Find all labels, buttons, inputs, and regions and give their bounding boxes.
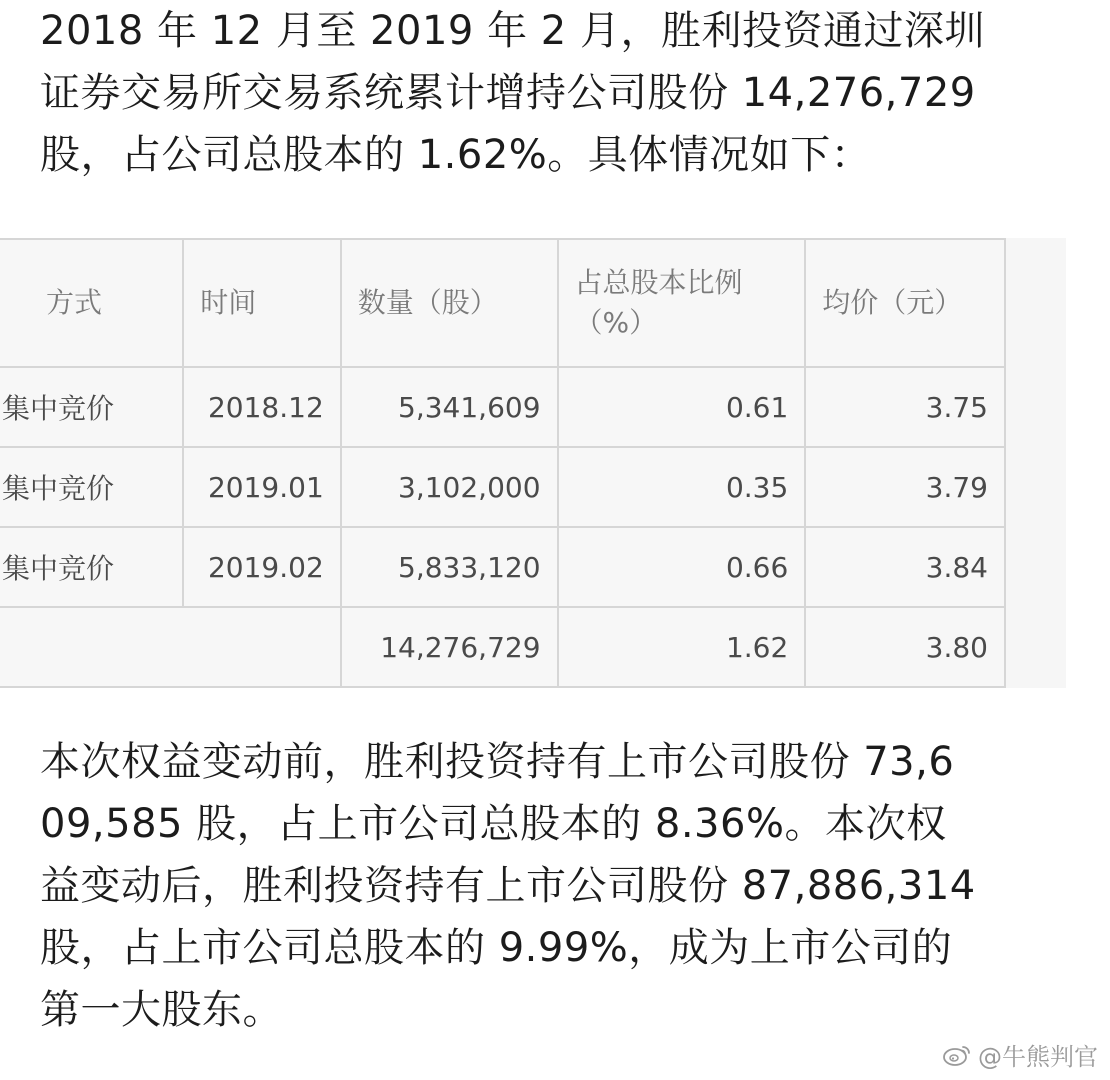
cell-method: 集中竞价 bbox=[0, 447, 183, 527]
watermark-text: @牛熊判官 bbox=[978, 1043, 1098, 1071]
cell-price: 3.75 bbox=[805, 367, 1005, 447]
cell-total-label bbox=[0, 607, 341, 687]
cell-total-ratio: 1.62 bbox=[558, 607, 806, 687]
cell-ratio: 0.66 bbox=[558, 527, 806, 607]
cell-ratio: 0.61 bbox=[558, 367, 806, 447]
header-time: 时间 bbox=[183, 239, 341, 367]
outro-paragraph bbox=[40, 731, 1080, 1041]
table-row bbox=[0, 367, 1005, 447]
cell-quantity: 5,341,609 bbox=[341, 367, 558, 447]
outro-line: 益变动后，胜利投资持有上市公司股份 87,886,314 bbox=[40, 863, 976, 909]
cell-time: 2018.12 bbox=[183, 367, 341, 447]
header-method: 方式 bbox=[0, 239, 183, 367]
outro-line: 09,585 股，占上市公司总股本的 8.36%。本次权 bbox=[40, 801, 947, 847]
outro-line: 第一大股东。 bbox=[40, 987, 283, 1033]
table-header-row bbox=[0, 239, 1005, 367]
cell-method: 集中竞价 bbox=[0, 527, 183, 607]
header-ratio bbox=[558, 239, 806, 367]
cell-time: 2019.01 bbox=[183, 447, 341, 527]
intro-line: 股，占公司总股本的 1.62%。具体情况如下： bbox=[40, 132, 872, 178]
holdings-table-container bbox=[2, 238, 1066, 688]
cell-time: 2019.02 bbox=[183, 527, 341, 607]
weibo-icon bbox=[942, 1043, 972, 1067]
cell-total-quantity: 14,276,729 bbox=[341, 607, 558, 687]
cell-total-price: 3.80 bbox=[805, 607, 1005, 687]
table-row bbox=[0, 447, 1005, 527]
cell-quantity: 3,102,000 bbox=[341, 447, 558, 527]
cell-ratio: 0.35 bbox=[558, 447, 806, 527]
intro-line: 2018 年 12 月至 2019 年 2 月，胜利投资通过深圳 bbox=[40, 8, 985, 54]
table-row bbox=[0, 527, 1005, 607]
header-ratio-line2: （%） bbox=[574, 306, 658, 339]
header-quantity: 数量（股） bbox=[341, 239, 558, 367]
intro-line: 证券交易所交易系统累计增持公司股份 14,276,729 bbox=[40, 70, 976, 116]
outro-line: 股，占上市公司总股本的 9.99%，成为上市公司的 bbox=[40, 925, 953, 971]
holdings-table bbox=[0, 238, 1006, 688]
cell-price: 3.84 bbox=[805, 527, 1005, 607]
table-total-row bbox=[0, 607, 1005, 687]
header-price: 均价（元） bbox=[805, 239, 1005, 367]
watermark bbox=[942, 1037, 1098, 1072]
cell-price: 3.79 bbox=[805, 447, 1005, 527]
header-ratio-line1: 占总股本比例 bbox=[574, 266, 743, 299]
outro-line: 本次权益变动前，胜利投资持有上市公司股份 73,6 bbox=[40, 739, 955, 785]
intro-paragraph bbox=[40, 0, 1080, 186]
cell-quantity: 5,833,120 bbox=[341, 527, 558, 607]
cell-method: 集中竞价 bbox=[0, 367, 183, 447]
